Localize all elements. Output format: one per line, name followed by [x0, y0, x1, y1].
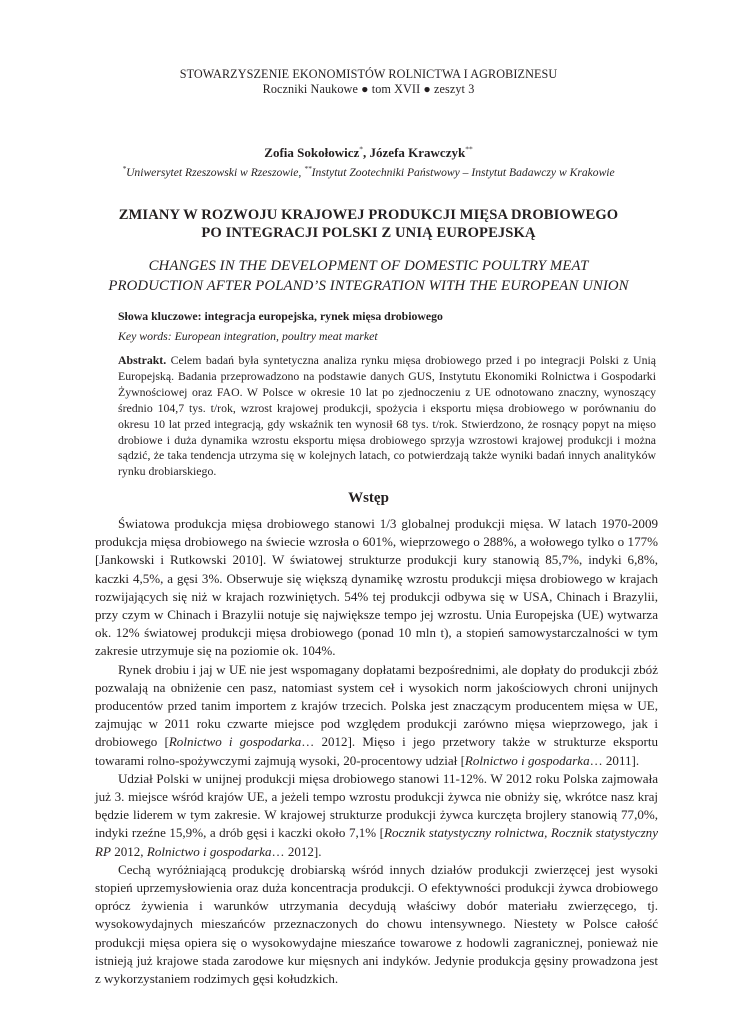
affiliation-text: Instytut Zootechniki Państwowy – Instytut Badawczy w Krakowie — [311, 166, 615, 179]
affiliation-mark: * — [122, 164, 127, 174]
abstract-label: Abstrakt. — [118, 353, 167, 367]
paragraph: Cechą wyróżniającą produkcję drobiarską wśród innych działów produkcji zwierzęcej jest wysoki stopień uprzemysłowienia oraz duża koncentracja produkcji. O efektywności produkcji żywca drobiowego oprócz żywienia i warunków utrzymania decydują właściwy dobór materiału zwierzęcego, tj. wysokowydajnych mieszańców przeznaczonych do chowu intensywnego. Niestety w Polsce całość produkcji mięsa opiera się o wysokowydajne mieszańce towarowe z hodowli zagranicznej, ponieważ nie istnieją już krajowe stada zarodowe kur mięsnych ani indyków. Jedynie produkcja gęsiny prowadzona jest z wykorzystaniem rodzimych gęsi kołudzkich. — [95, 861, 658, 987]
paper-title-line: ZMIANY W ROZWOJU KRAJOWEJ PRODUKCJI MIĘSA DROBIOWEGO — [118, 207, 619, 223]
citation: Rolnictwo i gospodarka — [464, 752, 590, 768]
paragraph-text: … 2012]. Mięso i jego przetwory także w strukturze eksportu towarami rolno-spożywczymi zajmują wysoki, 20-procentowy udział [ — [95, 734, 658, 768]
author-name: Zofia Sokołowicz — [264, 145, 360, 160]
affiliation-mark: ** — [304, 164, 312, 174]
author-name: Józefa Krawczyk — [369, 145, 466, 160]
paragraph — [95, 661, 658, 770]
journal-header — [0, 67, 737, 97]
paragraph-text: … 2011]. — [589, 752, 640, 768]
abstract-text: Celem badań była syntetyczna analiza rynku mięsa drobiowego przed i po integracji Polski z Unią Europejską. Badania przeprowadzono na podstawie danych GUS, Instytutu Ekonomiki Rolnictwa i Gospodarki Żywnościowej oraz FAO. W Polsce w okresie 10 lat po zjednoczeniu z UE odnotowano znaczny, wynoszący średnio 104,7 tys. t/rok, wzrost krajowej produkcji, spożycia i eksportu mięsa drobiowego w porównaniu do okresu 10 lat przed integracją, gdy wskaźnik ten wynosił 68 tys. t/rok. Stwierdzono, że rosnący popyt na mięso drobiowe i duża dynamika wzrostu eksportu mięsa drobiowego sprzyja wzrostowi krajowej produkcji i można sądzić, że taka tendencja utrzyma się w kolejnych latach, co potwierdzają także wyniki badań innych analityków rynku drobiarskiego. — [118, 353, 656, 479]
affiliation-mark: ** — [465, 144, 473, 154]
paper-title-english-line: CHANGES IN THE DEVELOPMENT OF DOMESTIC POULTRY MEAT — [148, 258, 589, 274]
keywords-polish: Słowa kluczowe: integracja europejska, rynek mięsa drobiowego — [118, 309, 443, 323]
paper-title — [0, 206, 737, 242]
paragraph — [95, 770, 658, 861]
citation: Rolnictwo i gospodarka — [146, 843, 272, 859]
affiliation-mark: * — [359, 144, 364, 154]
journal-publisher: STOWARZYSZENIE EKONOMISTÓW ROLNICTWA I AGROBIZNESU — [179, 67, 558, 81]
paragraph-text: 2012, — [110, 843, 147, 859]
paper-title-line: PO INTEGRACJI POLSKI Z UNIĄ EUROPEJSKĄ — [201, 225, 536, 241]
paragraph: Światowa produkcja mięsa drobiowego stanowi 1/3 globalnej produkcji mięsa. W latach 1970-2009 produkcja mięsa drobiowego na świecie wzrosła o 601%, wieprzowego o 288%, a wołowego tylko o 177% [Jankowski i Rutkowski 2010]. W światowej strukturze produkcji kury stanowią 85,7%, indyki 6,8%, kaczki 4,5%, a gęsi 3%. Obserwuje się większą dynamikę wzrostu produkcji mięsa drobiowego w krajach rozwijających się niż w krajach rozwiniętych. 54% tej produkcji odbywa się w USA, Chinach i Brazylii, przy czym w Chinach i Brazylii notuje się największe tempo jej wzrostu. Unia Europejska (UE) wytwarza ok. 12% światowej produkcji mięsa drobiowego (ponad 10 mln t), a stopień samowystarczalności w tym zakresie utrzymuje się na poziomie ok. 104%. — [95, 516, 658, 659]
citation: Rocznik statystyczny rolnictwa, Rocznik statystyczny RP — [95, 825, 658, 859]
abstract — [118, 353, 656, 480]
keywords-english: Key words: European integration, poultry meat market — [118, 329, 378, 343]
paper-title-english — [0, 256, 737, 296]
paragraph-text: Udział Polski w unijnej produkcji mięsa drobiowego stanowi 11-12%. W 2012 roku Polska zajmowała już 3. miejsce wśród krajów UE, a jeżeli tempo wzrostu produkcji żywca nie obniży się, wkrótce nasz kraj będzie liderem w tym zakresie. W krajowej strukturze produkcji żywca kurczęta brojlery stanowią 77,0%, indyki rzeźne 15,9%, a drób gęsi i kaczki około 7,1% [ — [95, 770, 658, 841]
paragraph-text: Rynek drobiu i jaj w UE nie jest wspomagany dopłatami bezpośrednimi, ale dopłaty do produkcji zbóż pozwalają na obniżenie cen pasz, natomiast system ceł i wysokich norm jakościowych chroni unijnych producentów przed tanim importem z krajów trzecich. Polska jest znaczącym producentem mięsa w UE, zajmując w 2011 roku czwarte miejsce pod względem produkcji zarówno mięsa wieprzowego, jak i drobiowego [ — [95, 661, 658, 750]
author-list — [0, 145, 737, 161]
affiliations — [0, 166, 737, 179]
affiliation-text: Uniwersytet Rzeszowski w Rzeszowie, — [126, 166, 305, 179]
paper-title-english-line: PRODUCTION AFTER POLAND’S INTEGRATION WITH THE EUROPEAN UNION — [108, 278, 629, 294]
author-separator: , — [363, 145, 370, 160]
section-heading: Wstęp — [348, 490, 389, 506]
paragraph-text: … 2012]. — [271, 843, 322, 859]
citation: Rolnictwo i gospodarka — [168, 734, 302, 750]
body-text — [95, 515, 658, 988]
journal-issue: Roczniki Naukowe ● tom XVII ● zeszyt 3 — [262, 82, 475, 96]
